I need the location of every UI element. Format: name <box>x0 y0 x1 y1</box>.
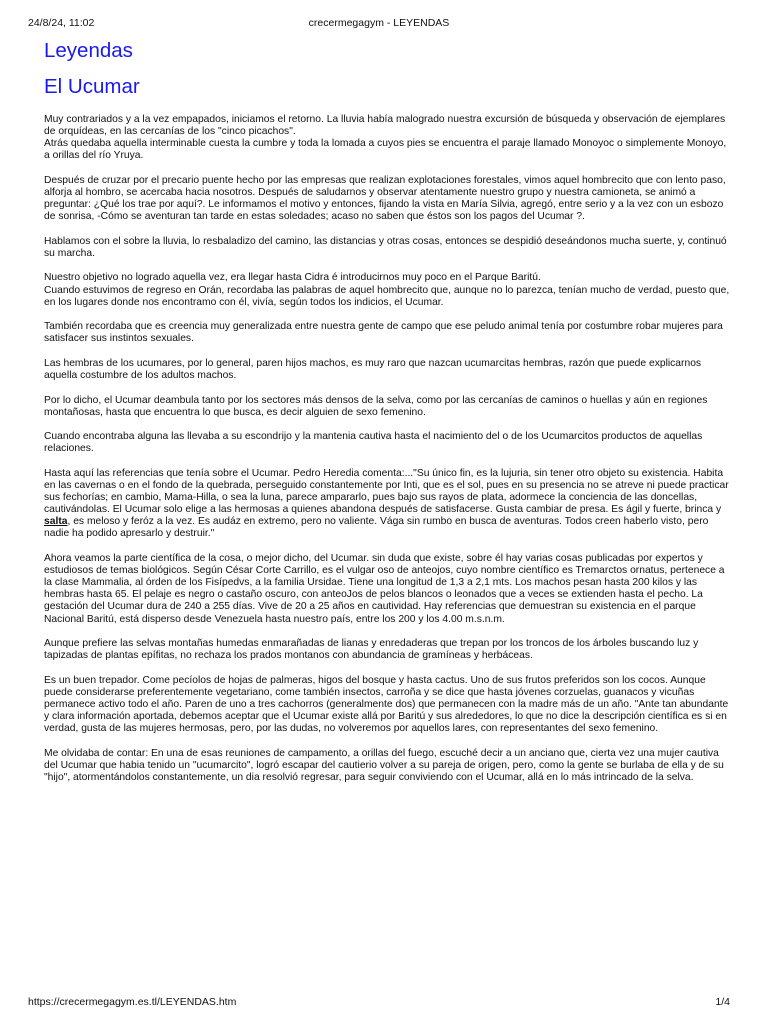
print-header <box>28 17 730 29</box>
print-footer <box>28 996 730 1008</box>
paragraph-1: Muy contrariados y a la vez empapados, iniciamos el retorno. La lluvia había malogrado nuestra excursión de búsqueda y observación de ejemplares de orquídeas, en las cercanías de los "cinco picachos". Atrás quedaba aquella interminable cuesta la cumbre y toda la lomada a cuyos pies se encuentra el paraje llamado Monoyoc o simplemente Monoyo, a orillas del río Yruya. <box>44 114 727 162</box>
paragraph-13: Me olvidaba de contar: En una de esas reuniones de campamento, a orillas del fuego, escuché decir a un anciano que, cierta vez una mujer cautiva del Ucumar que habia tenido un "ucumarcito", logró escapar del cautierio volver a su pareja de origen, pero, como la gente se burlaba de ella y de su "hijo", atormentándolos constantemente, un dia resolvió regresar, para seguir conviviendo con el Ucumar, allá en lo más intrincado de la selva. <box>44 747 724 783</box>
paragraph-9-text-b: , es meloso y feróz a la vez. Es audáz en extremo, pero no valiente. Vága sin rumbo en busca de aventuras. Todos creen haberlo visto, pero nadie ha podido apresarlo y destruir." <box>44 516 709 540</box>
paragraph-2: Después de cruzar por el precario puente hecho por las empresas que realizan explotaciones forestales, vimos aquel hombrecito que con lento paso, alforja al hombro, se acercaba hacia nosotros. Después de saludarnos y observar atentamente nuestro grupo y nuestra camioneta, se animó a preguntar: ¿Qué los trae por aquí?. Le informamos el motivo y entonces, fijando la vista en María Silvia, agregó, entre serio y a la vez con un esbozo de sonrisa, -Cómo se aventuran tan tarde en estas soledades; acaso no saben que éstos son los pagos del Ucumar ?. <box>44 174 726 223</box>
paragraph-9 <box>44 468 730 541</box>
page-content <box>44 38 730 797</box>
paragraph-4: Nuestro objetivo no logrado aquella vez, era llegar hasta Cidra é introducirnos muy poco en el Parque Baritú. Cuando estuvimos de regreso en Orán, recordaba las palabras de aquel hombrecito que, aunque no lo parezca, tenían mucho de verdad, puesto que, en los lugares donde nos encontramo con él, vivía, según todos los indicios, el Ucumar. <box>44 272 730 308</box>
paragraph-6: Las hembras de los ucumares, por lo general, paren hijos machos, es muy raro que nazcan ucumarcitas hembras, razón que puede explicarnos aquella costumbre de los adultos machos. <box>44 357 702 381</box>
story-body <box>44 114 730 784</box>
paragraph-12: Es un buen trepador. Come pecíolos de hojas de palmeras, higos del bosque y hasta cactus. Uno de sus frutos preferidos son los cocos. Aunque puede considerarse preferentemente vegetariano, come también insectos, carroña y se dice que hasta jóvenes corzuelas, guanacos y vicuñas permanece activo todo el año. Paren de uno a tres cachorros (generalmente dos) que permanecen con la madre más de un año. "Ante tan abundante y clara información aportada, debemos aceptar que el Ucumar existe allá por Baritú y sus alrededores, lo que no dice la descripción científica es si en verdad, gusta de las mujeres hermosas, pero, por las dudas, no volveremos por aquellos lares, con representantes del sexo femenino. <box>44 674 729 735</box>
site-title: Leyendas <box>44 39 133 62</box>
paragraph-7: Por lo dicho, el Ucumar deambula tanto por los sectores más densos de la selva, como por las cercanías de caminos o huellas y aún en regiones montañosas, hasta que encuentra lo que busca, es decir alguien de sexo femenino. <box>44 394 708 418</box>
story-title: El Ucumar <box>44 75 140 98</box>
print-page-number: 1/4 <box>715 996 730 1008</box>
print-datetime: 24/8/24, 11:02 <box>28 17 95 29</box>
paragraph-3: Hablamos con el sobre la lluvia, lo resbaladizo del camino, las distancias y otras cosas, entonces se despidió deseándonos mucha suerte, y, continuó su marcha. <box>44 235 727 259</box>
keyword-salta: salta <box>44 516 68 528</box>
print-url: https://crecermegagym.es.tl/LEYENDAS.htm <box>28 996 237 1008</box>
print-page-title: crecermegagym - LEYENDAS <box>308 17 450 29</box>
paragraph-5: También recordaba que es creencia muy generalizada entre nuestra gente de campo que ese peludo animal tenía por costumbre robar mujeres para satisfacer sus instintos sexuales. <box>44 321 723 345</box>
paragraph-11: Aunque prefiere las selvas montañas humedas enmarañadas de lianas y enredaderas que trepan por los troncos de los árboles buscando luz y tapizadas de plantas epífitas, no rechaza los prados montanos con abundancia de gramíneas y herbáceas. <box>44 638 699 662</box>
paragraph-8: Cuando encontraba alguna las llevaba a su escondrijo y la mantenia cautiva hasta el nacimiento del o de los Ucumarcitos productos de aquellas relaciones. <box>44 431 703 455</box>
paragraph-10: Ahora veamos la parte científica de la cosa, o mejor dicho, del Ucumar. sin duda que existe, sobre él hay varias cosas publicadas por expertos y estudiosos de temas biológicos. Según César Corte Carrillo, es el vulgar oso de anteojos, cuyo nombre científico es Tremarctos ornatus, pertenece a la clase Mammalia, al órden de los Fisípedvs, a la familia Ursidae. Tiene una longitud de 1,3 a 2,1 mts. Los machos pesan hasta 200 kilos y las hembras hasta 65. El pelaje es negro o castaño oscuro, con anteoJos de pelos blancos o leonados que a veces se extienden hasta el pecho. La gestación del Ucumar dura de 240 a 255 días. Vive de 20 a 25 años en cautividad. Hay referencias que demuestran su existencia en el parque Nacional Baritú, está disperso desde Venezuela hasta nuestro país, entre los 200 y los 4.00 m.s.n.m. <box>44 553 725 625</box>
paragraph-9-text-a: Hasta aquí las referencias que tenía sobre el Ucumar. Pedro Heredia comenta:..."Su único fin, es la lujuria, sin tener otro objeto su existencia. Habita en las cavernas o en el fondo de la quebrada, perseguido constantemente por Inti, que es el sol, pues en su presencia no se atreve ni puede practicar sus fechorías; en cambio, Mama-Hilla, o sea la luna, parece ampararlo, pues bajo sus rayos de plata, adormece la conciencia de las doncellas, cautivándolas. El Ucumar solo elige a las hermosas a quienes abandona después de satisfacerse. Gusta cambiar de presa. Es ágil y fuerte, brinca y <box>44 467 729 516</box>
